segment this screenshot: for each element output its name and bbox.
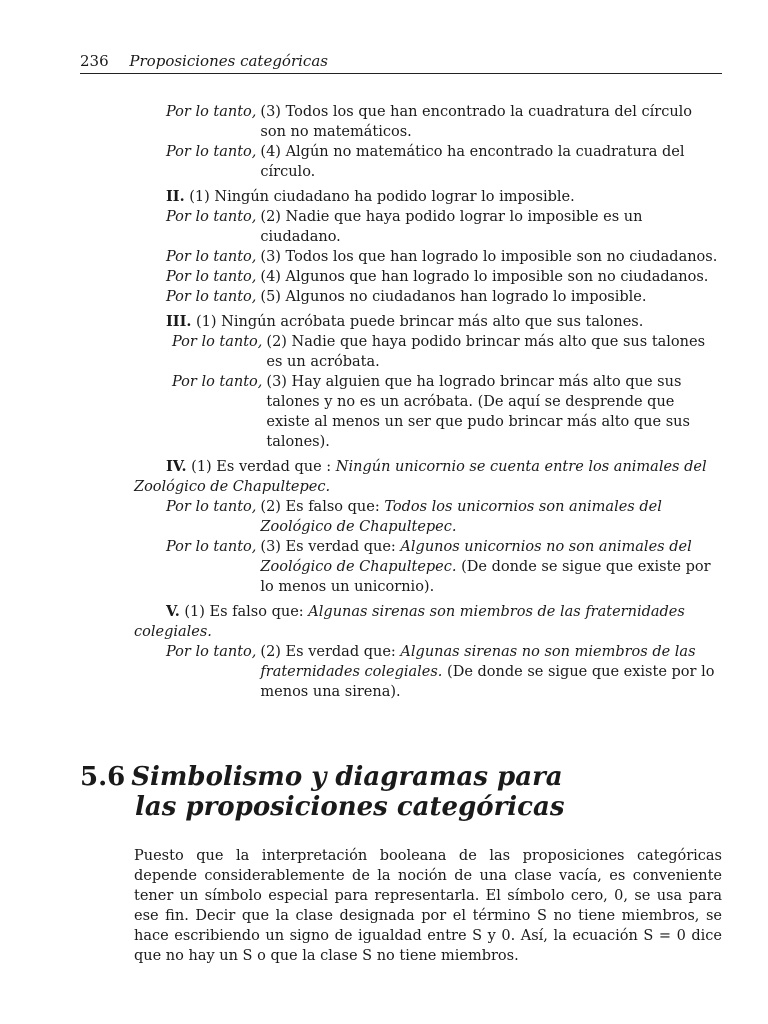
- item-text: (1) Es verdad que :: [191, 459, 332, 475]
- item-proposition: Todos los unicornios son animales del Zoológico de Chapultepec.: [260, 499, 662, 535]
- exercise-first-line: [134, 312, 722, 332]
- exercise-first-line: [134, 187, 722, 207]
- item-proposition: Algunas sirenas no son miembros de las fraternidades colegiales.: [260, 644, 696, 680]
- list-item: [134, 142, 722, 182]
- list-item: [134, 332, 722, 372]
- list-item: [134, 207, 722, 247]
- item-text: (2) Es falso que:: [260, 499, 380, 515]
- item-text: (2) Es verdad que:: [260, 644, 396, 660]
- list-item: [134, 372, 722, 452]
- item-text: (1) Es falso que:: [184, 604, 304, 620]
- exercise-II: [134, 187, 722, 307]
- item-label: Por lo tanto,: [172, 374, 263, 390]
- item-label: Por lo tanto,: [166, 144, 257, 160]
- item-text: (2) Nadie que haya podido brincar más alto que sus talones es un acróbata.: [266, 334, 706, 370]
- item-text: (3) Hay alguien que ha logrado brincar más alto que sus talones y no es un acróbata. (De aquí se desprende que existe al menos un ser que pudo brincar más alto que sus talones).: [266, 374, 690, 450]
- item-text: (2) Nadie que haya podido lograr lo imposible es un ciudadano.: [260, 209, 643, 245]
- item-text: (1) Ningún ciudadano ha podido lograr lo imposible.: [189, 189, 575, 205]
- section-number: 5.6: [80, 762, 126, 792]
- page-header: [80, 52, 722, 74]
- list-item: [134, 497, 722, 537]
- item-text: Algún no matemático ha encontrado la cuadratura del círculo.: [260, 144, 685, 180]
- section-title-line2: las proposiciones categóricas: [135, 792, 565, 822]
- item-label: Por lo tanto,: [166, 644, 257, 660]
- roman-numeral: II.: [166, 188, 185, 205]
- list-item: [134, 642, 722, 702]
- section-title-line1: Simbolismo y diagramas para: [131, 762, 563, 792]
- item-proposition: Algunos unicornios no son animales del Zoológico de Chapultepec.: [260, 539, 692, 575]
- item-label: Por lo tanto,: [166, 209, 257, 225]
- roman-numeral: V.: [166, 603, 180, 620]
- running-title: Proposiciones categóricas: [129, 52, 328, 70]
- exercise-first-line: [134, 457, 722, 497]
- exercise-list: [134, 102, 722, 702]
- item-label: Por lo tanto,: [166, 499, 257, 515]
- item-number: (4): [260, 144, 281, 160]
- list-item: [134, 247, 722, 267]
- item-label: Por lo tanto,: [166, 249, 257, 265]
- item-proposition: Ningún unicornio se cuenta entre los animales del Zoológico de Chapultepec.: [134, 459, 707, 495]
- roman-numeral: III.: [166, 313, 192, 330]
- item-number: (3): [260, 104, 281, 120]
- roman-numeral: IV.: [166, 458, 187, 475]
- item-note: (De donde se sigue que existe por lo menos un unicornio).: [260, 559, 711, 595]
- exercise-IV: [134, 457, 722, 597]
- list-item: [134, 287, 722, 307]
- section-heading: [80, 762, 722, 822]
- item-label: Por lo tanto,: [172, 334, 263, 350]
- exercise-V: [134, 602, 722, 702]
- list-item: [134, 102, 722, 142]
- item-label: Por lo tanto,: [166, 104, 257, 120]
- item-label: Por lo tanto,: [166, 539, 257, 555]
- item-text: (3) Todos los que han logrado lo imposible son no ciudadanos.: [260, 249, 718, 265]
- body-paragraph: Puesto que la interpretación booleana de las proposiciones categóricas depende considerablemente de la noción de una clase vacía, es conveniente tener un símbolo especial para representarla. El símbolo cero, 0, se usa para ese fin. Decir que la clase designada por el término S no tiene miembros, se hace escribiendo un signo de igualdad entre S y 0. Así, la ecuación S = 0 dice que no hay un S o que la clase S no tiene miembros.: [134, 848, 722, 964]
- list-item: [134, 537, 722, 597]
- item-label: Por lo tanto,: [166, 289, 257, 305]
- item-note: (De donde se sigue que existe por lo menos una sirena).: [260, 664, 715, 700]
- item-text: (3) Es verdad que:: [260, 539, 396, 555]
- item-text: (5) Algunos no ciudadanos han logrado lo imposible.: [260, 289, 647, 305]
- page-number: 236: [80, 52, 109, 70]
- item-text: (4) Algunos que han logrado lo imposible son no ciudadanos.: [260, 269, 709, 285]
- exercise-first-line: [134, 602, 722, 642]
- item-label: Por lo tanto,: [166, 269, 257, 285]
- item-proposition: Algunas sirenas son miembros de las fraternidades colegiales.: [134, 604, 685, 640]
- exercise-III: [134, 312, 722, 452]
- item-text: (1) Ningún acróbata puede brincar más alto que sus talones.: [196, 314, 644, 330]
- item-text: Todos los que han encontrado la cuadratura del círculo son no matemáticos.: [260, 104, 693, 140]
- list-item: [134, 267, 722, 287]
